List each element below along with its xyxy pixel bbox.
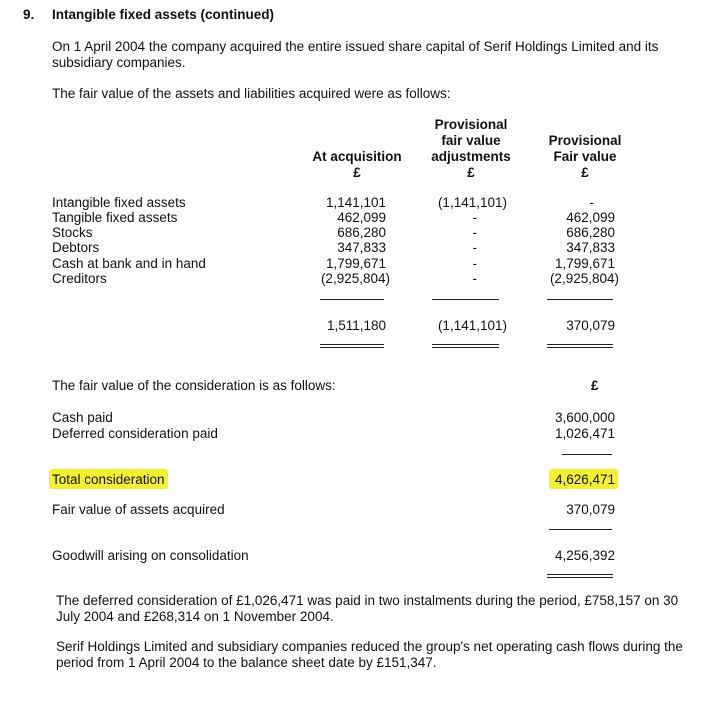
column-header-label: Provisional <box>434 117 508 132</box>
row-value: 3,600,000 <box>554 410 615 425</box>
cell-adjustments: - <box>472 210 477 225</box>
cell-adjustments: (1,141,101) <box>437 195 507 210</box>
column-header-unit: £ <box>581 165 589 180</box>
column-header-unit: £ <box>467 165 475 180</box>
column-header-label: adjustments <box>431 149 511 164</box>
row-label: Fair value of assets acquired <box>52 502 225 517</box>
row-value: 4,256,392 <box>554 548 615 563</box>
cell-provisional: (2,925,804) <box>549 271 619 286</box>
subtotal-rule <box>547 299 613 300</box>
cell-at-acquisition: (2,925,804) <box>320 271 390 286</box>
deferred-note: The deferred consideration of £1,026,471 was paid in two instalments during the period, £758,157 on 30 July 2004 and £268,314 on 1 November 2004. <box>56 593 679 624</box>
total-double-rule <box>320 344 384 348</box>
row-label: Intangible fixed assets <box>52 195 186 210</box>
cell-at-acquisition: 1,141,101 <box>325 195 386 210</box>
goodwill-double-rule <box>547 574 613 578</box>
cell-provisional: 462,099 <box>566 210 615 225</box>
row-label: Tangible fixed assets <box>52 210 178 225</box>
section-title: Intangible fixed assets (continued) <box>52 7 275 22</box>
cell-provisional: 347,833 <box>566 240 615 255</box>
row-value: 4,626,471 <box>554 472 615 487</box>
column-header-label: fair value <box>441 133 501 148</box>
consideration-rule <box>562 454 612 455</box>
intro-paragraph: On 1 April 2004 the company acquired the entire issued share capital of Serif Holdings Limited and its subsidiary companies. <box>52 39 659 70</box>
cell-at-acquisition: 462,099 <box>337 210 386 225</box>
cell-adjustments: - <box>472 256 477 271</box>
cell-provisional: - <box>589 195 594 210</box>
row-label: Goodwill arising on consolidation <box>52 548 249 563</box>
cash-flow-note: Serif Holdings Limited and subsidiary companies reduced the group's net operating cash flows during the period from 1 April 2004 to the balance sheet date by £151,347. <box>56 639 683 670</box>
row-label: Total consideration <box>52 472 165 487</box>
row-label: Cash at bank and in hand <box>52 256 206 271</box>
cell-at-acquisition: 686,280 <box>337 225 386 240</box>
row-label: Cash paid <box>52 410 113 425</box>
cell-at-acquisition: 347,833 <box>337 240 386 255</box>
goodwill-rule <box>549 529 612 530</box>
cell-adjustments: - <box>472 225 477 240</box>
row-label: Debtors <box>52 240 100 255</box>
row-value: 1,026,471 <box>554 426 615 441</box>
subtotal-rule <box>432 299 499 300</box>
cell-adjustments: - <box>472 271 477 286</box>
total-at-acquisition: 1,511,180 <box>326 318 386 333</box>
total-provisional: 370,079 <box>566 318 615 333</box>
subtotal-rule <box>320 299 384 300</box>
consideration-intro: The fair value of the consideration is as follows: <box>52 378 336 393</box>
total-adjustments: (1,141,101) <box>437 318 507 333</box>
row-label: Stocks <box>52 225 93 240</box>
fair-value-intro: The fair value of the assets and liabilities acquired were as follows: <box>52 86 451 101</box>
consideration-unit: £ <box>591 378 599 393</box>
total-double-rule <box>432 344 499 348</box>
column-header-label: At acquisition <box>312 149 402 164</box>
row-label: Creditors <box>52 271 107 286</box>
row-value: 370,079 <box>566 502 615 517</box>
cell-adjustments: - <box>472 240 477 255</box>
total-double-rule <box>547 344 613 348</box>
column-header-unit: £ <box>353 165 361 180</box>
cell-at-acquisition: 1,799,671 <box>325 256 386 271</box>
cell-provisional: 1,799,671 <box>554 256 615 271</box>
column-header-label: Provisional <box>548 133 622 148</box>
column-header-label: Fair value <box>553 149 617 164</box>
cell-provisional: 686,280 <box>566 225 615 240</box>
section-number: 9. <box>23 7 35 22</box>
row-label: Deferred consideration paid <box>52 426 218 441</box>
